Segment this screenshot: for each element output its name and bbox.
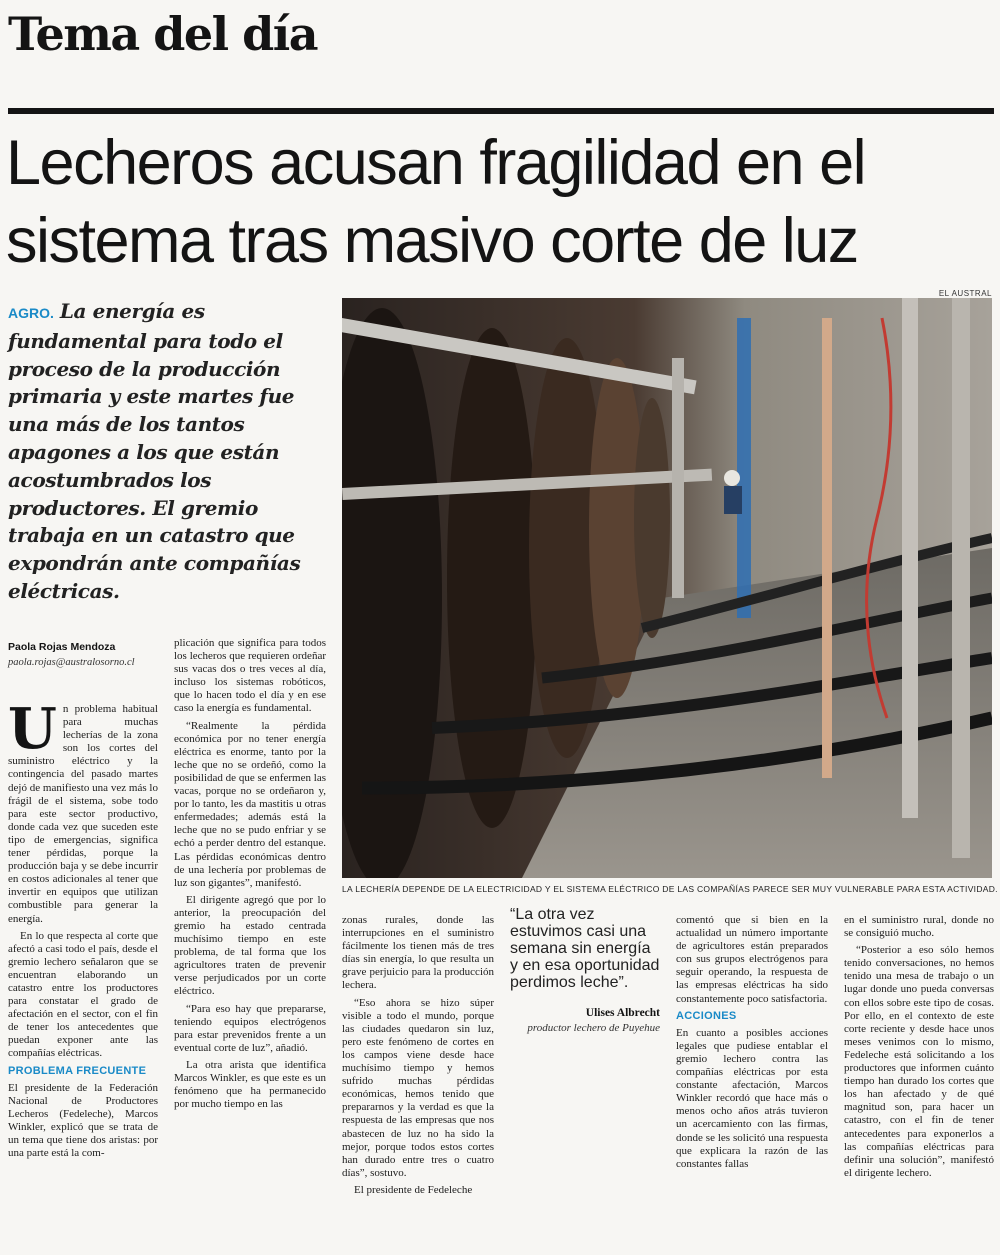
headline: Lecheros acusan fragilidad en el sistema tras masivo corte de luz [6,128,866,276]
body-paragraph: en el suministro rural, donde no se consiguió mucho. [844,914,994,940]
lead-kicker: AGRO. [8,305,54,321]
body-paragraph: En lo que respecta al corte que afectó a casi todo el país, desde el gremio lechero señalaron que se encuentran elaborando un catastro entre los productores para constatar el grado de afectación en el sector, con el fin de tener los antecedentes que puedan exponer ante las compañías eléctricas. [8,929,158,1060]
pull-quote: “La otra vez estuvimos casi una semana sin energía y en esa oportunidad perdimos leche”. [510,906,660,991]
photo-credit: EL AUSTRAL [938,289,992,298]
body-column-1 [8,696,158,1164]
body-paragraph: El presidente de la Federación Nacional de Productores Lecheros (Fedeleche), Marcos Winkler, explicó que se trata de un tema que tiene dos aristas: por una parte está la com- [8,1081,158,1160]
body-paragraph-text: n problema habitual para muchas lecherías de la zona son los cortes del suministro eléctrico y la contingencia del pasado martes dejó de manifiesto una vez más lo frágil de el sistema, sobe todo para este sector productivo, donde cada vez que suceden este tipo de emergencias, significa tener pérdidas, porque la producción baja y se debe incurrir en costos adicionales al tener que invertir en equipos que utilizan combustible para generar la energía. [8,703,158,925]
section-title: Tema del día [8,7,318,61]
body-column-3 [342,914,494,1201]
body-paragraph: La otra arista que identifica Marcos Winkler, es que este es un fenómeno que ha permanecido por mucho tiempo en las [174,1058,326,1111]
body-column-4 [676,914,828,1175]
body-paragraph: El presidente de Fedeleche [354,1183,473,1196]
body-paragraph: El dirigente agregó que por lo anterior, la preocupación del gremio ha estado centrada muchísimo tiempo en este problema, de tal forma que los agricultores traten de prevenir verse perjudicados por un corte eléctrico. [174,893,326,998]
lead-paragraph [8,298,330,606]
body-paragraph: comentó que si bien en la actualidad un número importante de agricultores están preparados con sus grupos electrógenos para seguir operando, la respuesta de las empresas eléctricas ha sido constantemente poco satisfactoria. [676,914,828,1005]
subhead-acciones: ACCIONES [676,1009,737,1022]
body-paragraph [8,696,158,926]
drop-cap: U [8,696,57,762]
lead-text: La energía es fundamental para todo el proceso de la producción primaria y este martes fue una más de los tantos apagones a los que están acostumbrados los productores. El gremio trabaja en un catastro que expondrán ante compañías eléctricas. [8,299,301,603]
body-paragraph: “Posterior a eso sólo hemos tenido conversaciones, no hemos tenido una mesa de trabajo o un lugar donde uno pueda conversas con ellos sobre este tipo de cosas. Por ello, en el contexto de este corte reciente y desde hace unos meses venimos con lo mismo, Fedeleche está solicitando a los productores que informen cuánto tiempo han durado los cortes que los han afectado y de qué magnitud son, para hacer un catastro, con el fin de tener antecedentes para exponerlos a las compañías eléctricas para definir una solución”, manifestó el dirigente lechero. [844,944,994,1179]
byline-email: paola.rojas@australosorno.cl [8,657,135,668]
body-paragraph: “Para eso hay que prepararse, teniendo equipos electrógenos para estar prevenidos frente a un eventual corte de luz”, añadió. [174,1002,326,1054]
body-paragraph: “Realmente la pérdida económica por no tener energía eléctrica es enorme, tanto por la leche que no se ordeñó, como la posibilidad de que se enfermen las vacas, porque no se ordeñaron y, por lo tanto, les da mastitis u otras enfermedades; además está la leche que no se pudo enfriar y se echó a perder dentro del estanque. Las pérdidas económicas dentro de una lechería por problemas de luz son gigantes”, manifestó. [174,719,326,889]
body-column-5 [844,914,994,1184]
pull-quote-author: Ulises Albrecht [585,1007,660,1019]
body-column-2 [174,637,326,1115]
section-rule [8,108,994,114]
body-paragraph: En cuanto a posibles acciones legales que pudiese entablar el gremio lechero contra las compañías eléctricas por esta constante afectación, Marcos Winkler recordó que hace más o menos ocho años atrás tuvieron un acercamiento con las firmas, donde se les solicitó una respuesta que explicara la razón de las constantes fallas [676,1026,828,1170]
byline [8,641,168,668]
body-paragraph: zonas rurales, donde las interrupciones en el suministro fácilmente los tienen más de tres días sin energía, lo que resulta un grave perjuicio para la producción lechera. [342,914,494,992]
subhead-problema-frecuente: PROBLEMA FRECUENTE [8,1064,147,1077]
body-paragraph: plicación que significa para todos los lecheros que requieren ordeñar sus vacas dos o tres veces al día, incluso los sistemas robóticos, que lo hacen todo el día y en ese caso la energía es fundamental. [174,637,326,715]
milking-parlor-photo [342,298,992,878]
photo-caption: LA LECHERÍA DEPENDE DE LA ELECTRICIDAD Y EL SISTEMA ELÉCTRICO DE LAS COMPAÑÍAS PARECE SER MUY VULNERABLE PARA ESTA ACTIVIDAD. [342,884,998,894]
byline-author: Paola Rojas Mendoza [8,641,116,653]
body-paragraph: “Eso ahora se hizo súper visible a todo el mundo, porque las ciudades quedaron sin luz, pero este fenómeno de cortes en los campos viene desde hace muchísimo tiempo y hemos sufrido muchas pérdidas económicas, hemos tenido que prepararnos y la verdad es que la respuesta de las empresas que nos abastecen de luz no ha sido la mejor, porque todos estos cortes han durado entre tres o cuatro días”, sostuvo. [342,996,494,1179]
pull-quote-role: productor lechero de Puyehue [527,1022,660,1034]
